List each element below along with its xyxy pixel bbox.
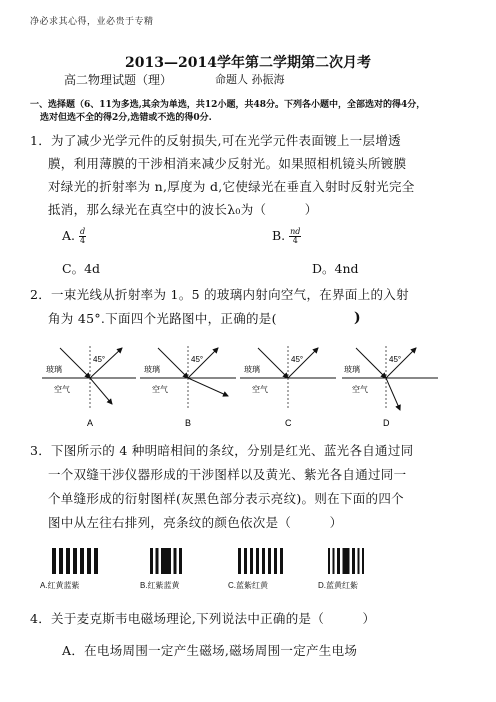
q3-stripe-3-bar [268, 548, 271, 574]
q3-stripe-4-bar [352, 548, 355, 574]
q3-stripe-4-bar [333, 548, 335, 574]
q3-stripe-1-bar [66, 548, 70, 574]
q2-c-air: 空气 [252, 385, 268, 394]
q1-option-a-numerator: d [80, 227, 86, 236]
q2-a-glass: 玻璃 [46, 365, 62, 374]
q2-d-air: 空气 [352, 385, 368, 394]
q3-stripe-4-bar [328, 548, 330, 574]
q2-a-label: A [87, 418, 94, 428]
q1-line4: 抵消，那么绿光在真空中的波长λ₀为（ ） [48, 202, 318, 217]
q3-stripe-4-bar [343, 548, 350, 574]
q3-stripe-1-bar [59, 548, 63, 574]
q3-stripe-4-bar [362, 548, 364, 574]
q3-stripe-1-bar [52, 548, 56, 574]
q1-option-a-denominator: 4 [80, 236, 86, 245]
q3-stripe-3-bar [244, 548, 247, 574]
q1-option-b-denominator: 4 [292, 236, 298, 245]
q2-c-angle: 45° [291, 355, 304, 364]
q3-option-c[interactable]: C.蓝紫红黄 [228, 581, 268, 590]
q2-paren-close: ) [354, 310, 361, 326]
q3-line4: 图中从左往右排列，亮条纹的颜色依次是（ ） [48, 515, 343, 530]
q3-stripe-3-bar [274, 548, 277, 574]
q1-option-b-label: B. [272, 228, 286, 243]
q3-stripe-4-bar [358, 548, 360, 574]
section-instruction-line1: 一、选择题（6、11为多选,其余为单选，共12小题，共48分。下列各小题中，全部选对的得4分， [30, 100, 426, 110]
q3-option-b[interactable]: B.红紫蓝黄 [140, 581, 180, 590]
q1-option-b[interactable] [272, 228, 301, 245]
q1-line3: 对绿光的折射率为 n,厚度为 d,它使绿光在垂直入射时反射光完全 [48, 179, 415, 194]
q2-c-label: C [285, 418, 292, 428]
q1-option-c[interactable]: C。4d [62, 261, 101, 276]
header-motto: 净必求其心得，业必贵于专精 [30, 17, 154, 27]
q3-stripe-1-bar [80, 548, 84, 574]
q3-stripe-2-bar [156, 548, 159, 574]
q3-stripe-3-bar [250, 548, 253, 574]
q3-line1: 3．下图所示的 4 种明暗相间的条纹，分别是红光、蓝光各自通过同 [30, 443, 414, 458]
author-line: 命题人 孙振海 [215, 73, 285, 86]
q3-line2: 一个双缝干涉仪器形成的干涉图样以及黄光、紫光各自通过同一 [48, 467, 407, 482]
q3-stripe-1-bar [94, 548, 98, 574]
q2-b-label: B [185, 418, 192, 428]
q2-a-air: 空气 [54, 385, 70, 394]
q3-stripe-1-bar [73, 548, 77, 574]
q2-b-glass: 玻璃 [144, 365, 160, 374]
q3-stripe-2-bar [174, 548, 177, 574]
q3-stripe-3-bar [262, 548, 265, 574]
subject-title: 高二物理试题（理） [64, 73, 173, 87]
q1-line1: 1．为了减少光学元件的反射损失,可在光学元件表面镀上一层增透 [30, 133, 401, 148]
q2-d-glass: 玻璃 [344, 365, 360, 374]
q2-c-glass: 玻璃 [244, 365, 260, 374]
q2-a-angle: 45° [93, 355, 106, 364]
q3-option-a[interactable]: A.红黄蓝紫 [40, 581, 80, 590]
q2-diagram-b[interactable] [140, 346, 236, 428]
q2-d-label: D [383, 418, 390, 428]
q4-line1: 4．关于麦克斯韦电磁场理论,下列说法中正确的是（ ） [30, 611, 376, 626]
q3-stripe-2-bar [179, 548, 182, 574]
q2-diagram-a[interactable] [42, 346, 136, 428]
q3-stripe-3-bar [256, 548, 259, 574]
q3-stripe-3-bar [280, 548, 283, 574]
q2-b-air: 空气 [152, 385, 168, 394]
q3-line3: 个单缝形成的衍射图样(灰黑色部分表示亮纹)。则在下面的四个 [48, 491, 404, 506]
q3-stripe-3-bar [238, 548, 241, 574]
section-instruction-line2: 选对但选不全的得2分,选错或不选的得0分. [40, 113, 212, 123]
q1-option-b-fraction [289, 228, 301, 245]
q2-b-angle: 45° [191, 355, 204, 364]
q2-diagram-d[interactable] [342, 346, 438, 428]
q1-option-b-numerator: nd [290, 227, 301, 236]
q4-option-a[interactable]: A．在电场周围一定产生磁场,磁场周围一定产生电场 [62, 643, 358, 658]
exam-title: 2013—2014学年第二学期第二次月考 [125, 55, 371, 71]
q2-line1: 2．一束光线从折射率为 1。5 的玻璃内射向空气，在界面上的入射 [30, 287, 409, 302]
q2-d-angle: 45° [389, 355, 402, 364]
q1-option-a-fraction [79, 228, 86, 245]
q3-option-d[interactable]: D.蓝黄红紫 [318, 581, 358, 590]
q1-option-d[interactable]: D。4nd [312, 261, 359, 276]
q2-line2: 角为 45°.下面四个光路图中，正确的是( [48, 311, 316, 326]
q2-diagram-c[interactable] [240, 346, 336, 428]
q1-option-a-label: A. [62, 228, 76, 243]
q1-line2: 膜，利用薄膜的干涉相消来减少反射光。如果照相机镜头所镀膜 [48, 156, 407, 171]
q3-stripe-svg [52, 548, 452, 576]
q3-stripe-4-bar [337, 548, 340, 574]
q3-stripe-1-bar [87, 548, 91, 574]
q1-option-a[interactable] [62, 228, 86, 245]
q3-stripe-2-bar [161, 548, 171, 574]
q3-stripe-2-bar [150, 548, 153, 574]
q2-light-path-diagrams [40, 340, 460, 428]
